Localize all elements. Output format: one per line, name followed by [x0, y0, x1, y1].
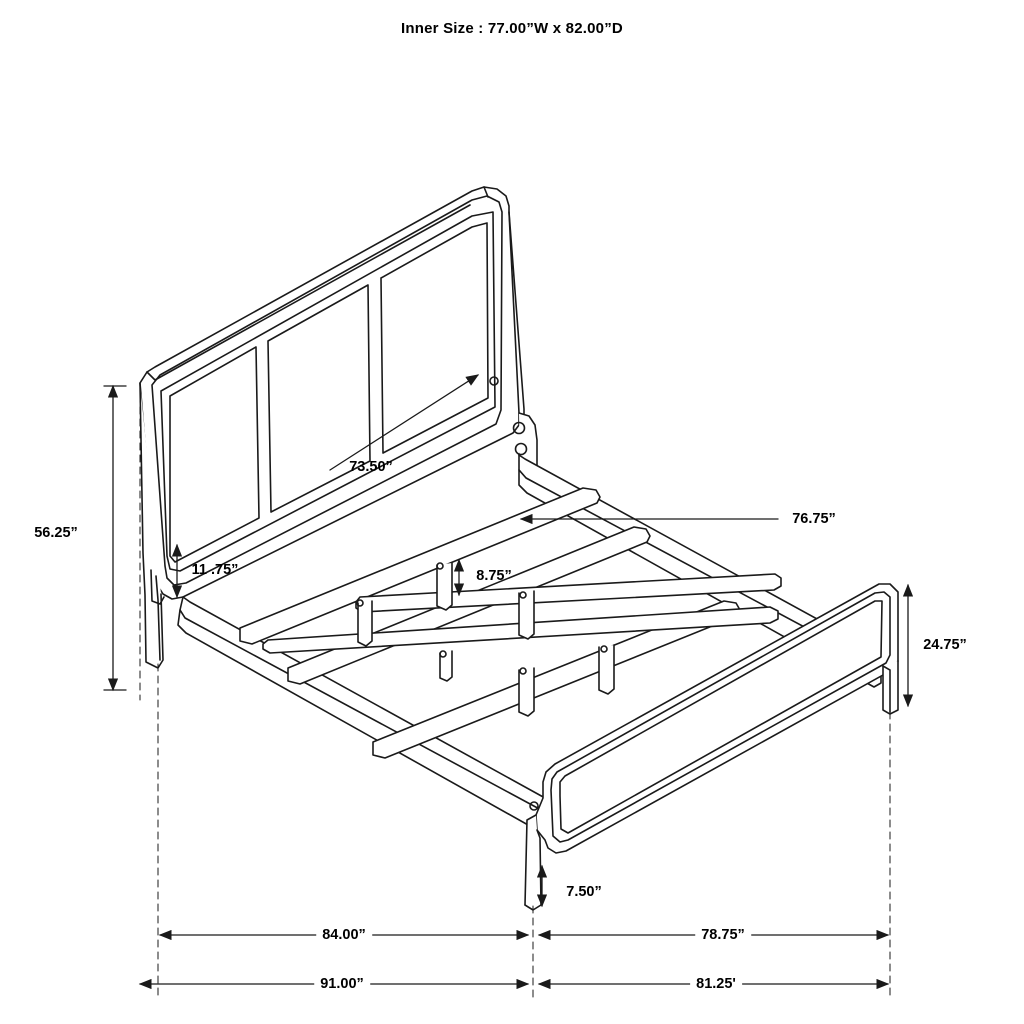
dim-height-overall: 56.25” [34, 525, 78, 541]
support-leg-5 [599, 645, 614, 694]
support-leg-1 [358, 601, 372, 646]
dim-headboard-bottom-gap: 11 .75” [191, 562, 239, 578]
page-title: Inner Size : 77.00”W x 82.00”D [401, 20, 623, 37]
support-leg-2 [437, 563, 452, 610]
dim-headboard-width: 73.50” [349, 459, 393, 475]
dim-footboard-height: 24.75” [923, 637, 967, 653]
dim-depth-left-outer: 91.00” [314, 976, 370, 992]
dim-footboard-leg-height: 7.50” [566, 884, 602, 900]
dim-rail-width: 76.75” [792, 511, 836, 527]
dim-depth-right-inner: 78.75” [695, 927, 751, 943]
footboard-panel [560, 601, 882, 833]
support-leg-4 [519, 668, 534, 716]
dim-slat-height: 8.75” [476, 568, 512, 584]
dim-depth-left-inner: 84.00” [316, 927, 372, 943]
dim-depth-right-outer: 81.25' [690, 976, 742, 992]
